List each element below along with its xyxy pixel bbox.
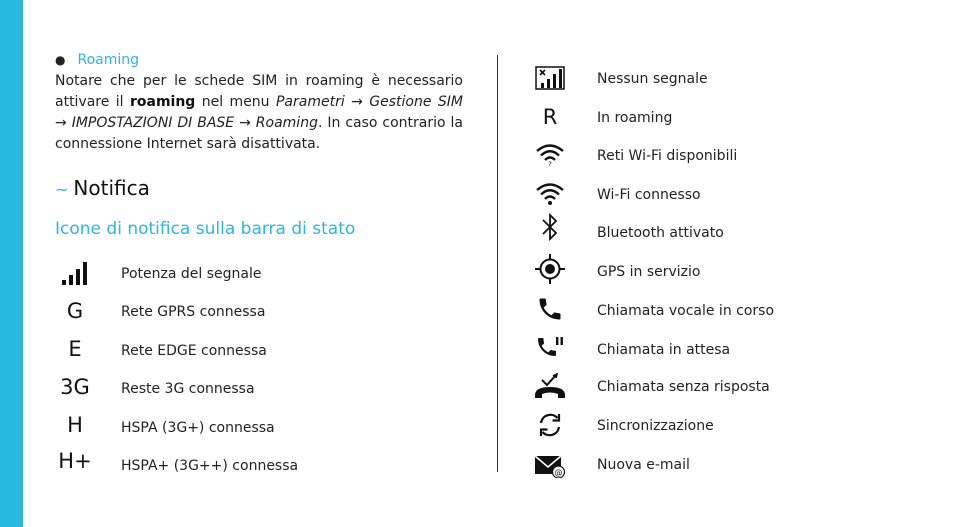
icon-label: Sincronizzazione xyxy=(597,418,714,434)
gps-icon xyxy=(530,255,570,285)
icon-label: Rete EDGE connessa xyxy=(121,343,267,359)
icon-label: Nuova e-mail xyxy=(597,457,690,473)
svg-text:@: @ xyxy=(554,468,563,477)
signal-strength-icon xyxy=(55,258,95,288)
menu-gestione-sim: Gestione SIM xyxy=(369,94,463,110)
icon-label: Nessun segnale xyxy=(597,71,708,87)
roaming-section xyxy=(55,50,465,155)
icon-label: In roaming xyxy=(597,110,673,126)
menu-roaming: Roaming xyxy=(255,115,318,131)
menu-arrow: → xyxy=(351,94,363,110)
missed-call-icon xyxy=(530,370,570,400)
roaming-icon: R xyxy=(542,105,558,129)
menu-parametri: Parametri xyxy=(275,94,345,110)
menu-impostazioni: IMPOSTAZIONI DI BASE xyxy=(71,115,235,131)
para-bold-roaming: roaming xyxy=(129,94,196,110)
call-active-icon xyxy=(530,294,570,324)
new-email-icon xyxy=(530,450,570,480)
icon-label: Chiamata senza risposta xyxy=(597,379,770,395)
column-divider xyxy=(497,55,498,472)
wifi-available-icon xyxy=(530,140,570,170)
icon-label: Reti Wi-Fi disponibili xyxy=(597,148,738,164)
para-start: Notare che per le schede SIM in roaming è necessario attivare il xyxy=(55,73,463,110)
hspa-plus-icon: H+ xyxy=(58,449,92,473)
icon-label: Potenza del segnale xyxy=(121,266,262,282)
menu-arrow: → xyxy=(239,115,251,131)
wifi-connected-icon xyxy=(530,179,570,209)
section-tilde: ~ xyxy=(55,180,69,199)
bullet-dot: ● xyxy=(55,53,66,67)
icon-label: Wi-Fi connesso xyxy=(597,187,701,203)
bluetooth-icon xyxy=(530,210,570,244)
roaming-bullet xyxy=(55,50,465,70)
icon-label: HSPA+ (3G++) connessa xyxy=(121,458,299,474)
no-signal-icon xyxy=(530,63,570,93)
call-hold-icon xyxy=(530,332,570,362)
3g-icon: 3G xyxy=(60,375,90,399)
roaming-paragraph xyxy=(55,71,463,155)
icon-label: Reste 3G connessa xyxy=(121,381,255,397)
icon-label: GPS in servizio xyxy=(597,264,701,280)
icon-label: Bluetooth attivato xyxy=(597,225,724,241)
section-title xyxy=(55,176,150,200)
roaming-bullet-title: Roaming xyxy=(77,52,140,68)
para-end: . In caso contrario la connessione Internet sarà disattivata. xyxy=(55,115,463,152)
sync-icon xyxy=(530,410,570,440)
icon-label: Chiamata in attesa xyxy=(597,342,731,358)
side-accent-bar xyxy=(0,0,23,527)
edge-icon: E xyxy=(68,337,82,361)
para-mid: nel menu xyxy=(195,94,276,110)
svg-text:?: ? xyxy=(548,160,552,167)
menu-arrow: → xyxy=(55,115,67,131)
icon-label: HSPA (3G+) connessa xyxy=(121,420,275,436)
gprs-icon: G xyxy=(66,299,84,323)
icon-label: Chiamata vocale in corso xyxy=(597,303,775,319)
section-title-text: Notifica xyxy=(73,176,150,200)
subsection-title: Icone di notifica sulla barra di stato xyxy=(55,219,356,239)
icon-label: Rete GPRS connessa xyxy=(121,304,266,320)
hspa-icon: H xyxy=(67,413,83,437)
